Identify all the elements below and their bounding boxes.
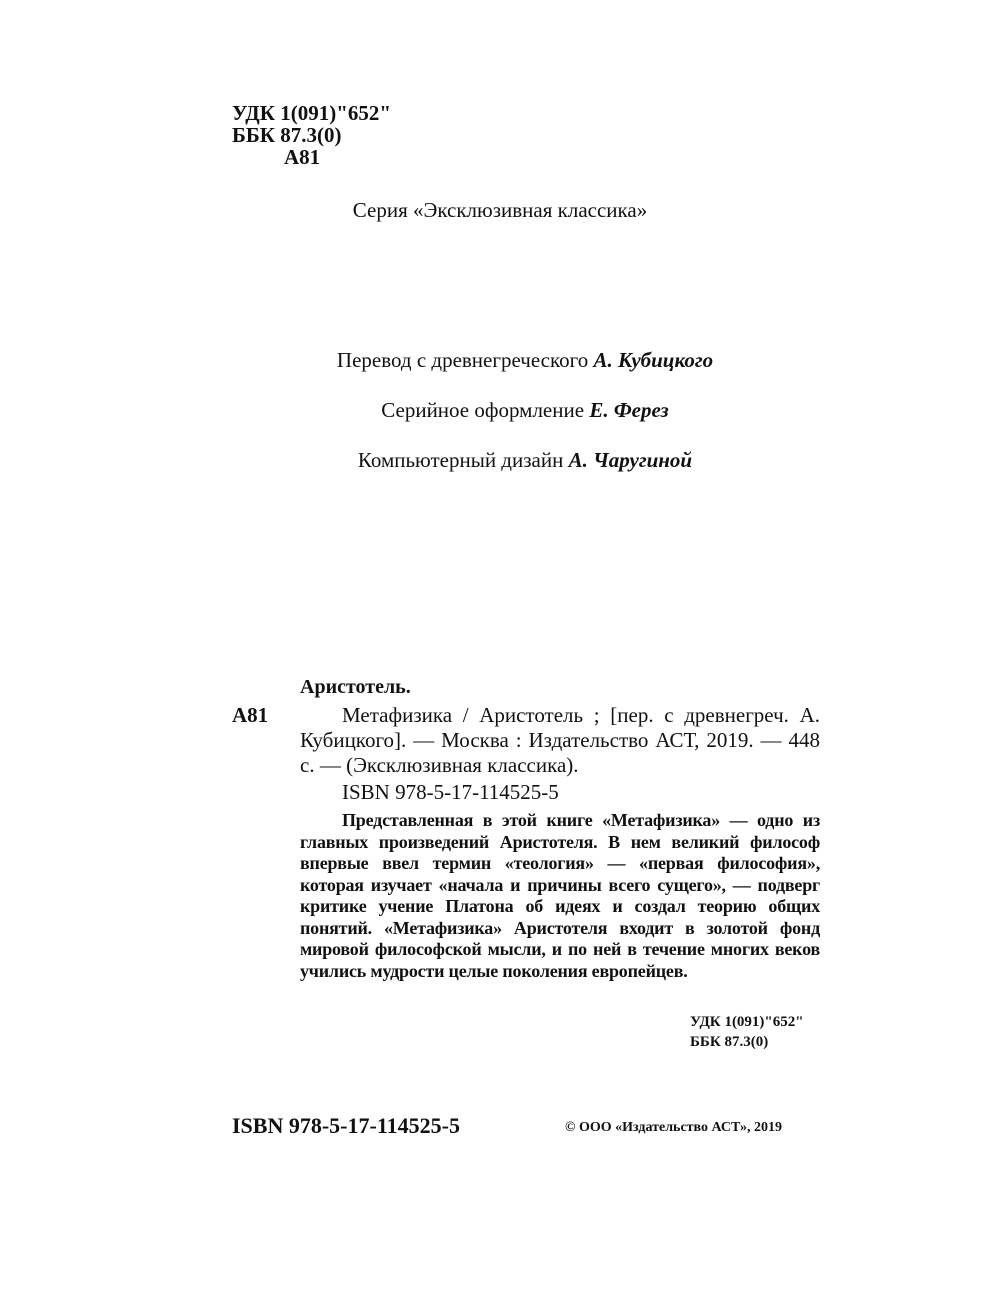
card-classification-codes — [690, 1012, 804, 1052]
translation-prefix: Перевод с древнегреческого — [336, 348, 594, 372]
udk-code: УДК 1(091)"652" — [232, 101, 392, 125]
card-isbn: ISBN 978-5-17-114525-5 — [342, 780, 559, 804]
translation-credit — [0, 348, 1000, 373]
annotation: Представленная в этой книге «Метафизика» — одно из главных произведений Аристотеля. В нем великий философ впервые ввел термин «теология» — «первая философия», которая изучает «начала и причины всего сущего», — подверг критике учение Платона об идеях и создал теорию общих понятий. «Метафизика» Аристотеля входит в золотой фонд мировой философской мысли, и по ней в течение многих веков учились мудрости целые поколения европейцев. — [300, 810, 820, 981]
bibliographic-description: Метафизика / Аристотель ; [пер. с древнегреч. А. Кубицкого]. — Москва : Издательство АСТ, 2019. — 448 с. — (Эксклюзивная классика). — [300, 703, 820, 777]
computer-designer-name: А. Чаругиной — [568, 448, 693, 472]
designer-name: Е. Ферез — [589, 398, 669, 422]
classification-codes — [232, 102, 391, 168]
copyright: © ООО «Издательство АСТ», 2019 — [565, 1120, 783, 1135]
translator-name: А. Кубицкого — [593, 348, 714, 372]
author-mark: А81 — [284, 145, 321, 169]
series-title: Серия «Эксклюзивная классика» — [352, 198, 648, 222]
card-author: Аристотель. — [300, 676, 411, 698]
design-prefix: Серийное оформление — [381, 398, 590, 422]
footer-isbn: ISBN 978-5-17-114525-5 — [232, 1113, 460, 1138]
card-udk: УДК 1(091)"652" — [690, 1014, 804, 1030]
card-bbk: ББК 87.3(0) — [690, 1034, 769, 1050]
computer-design-credit — [0, 448, 1000, 473]
card-author-mark: А81 — [232, 703, 269, 727]
computer-design-prefix: Компьютерный дизайн — [357, 448, 569, 472]
design-credit — [0, 398, 1000, 423]
bbk-code: ББК 87.3(0) — [232, 123, 342, 147]
